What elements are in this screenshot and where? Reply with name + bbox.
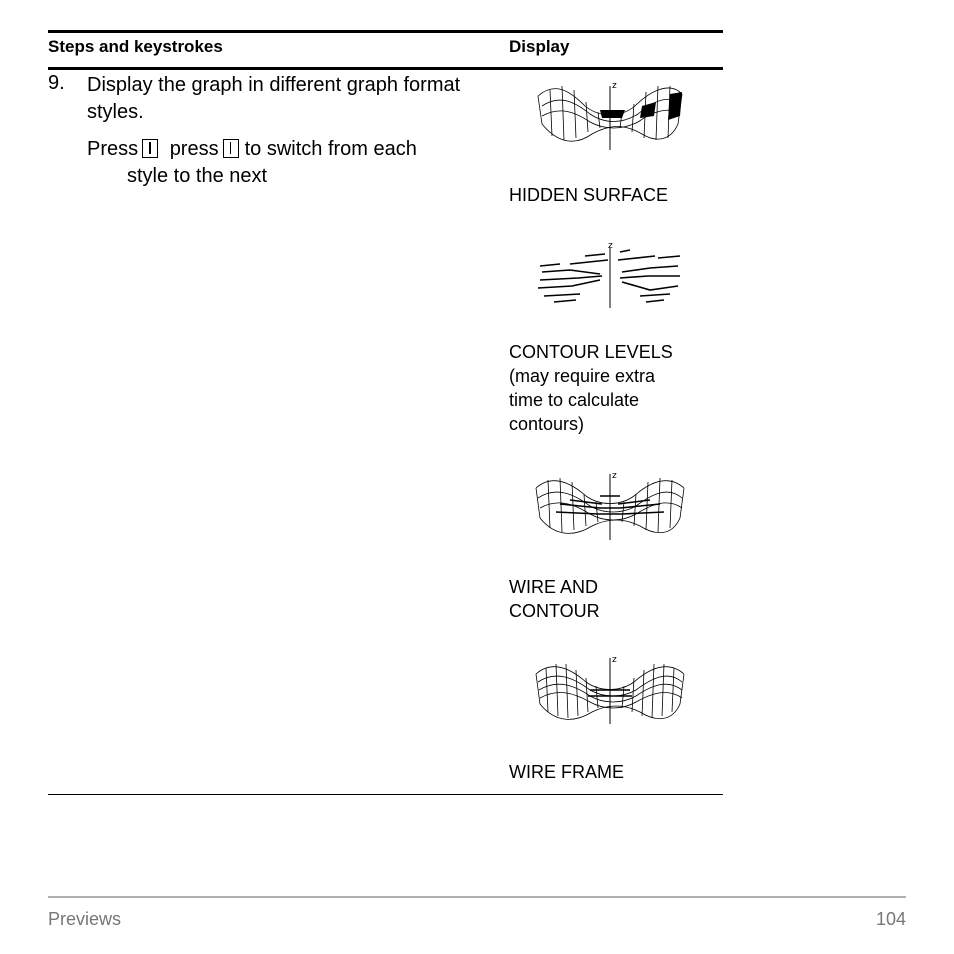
z-axis-label: z: [612, 471, 617, 481]
table-header-rule: [48, 67, 723, 70]
press-tail: to switch from each: [244, 138, 417, 160]
caption-line: WIRE AND: [509, 577, 599, 597]
step-number: 9.: [48, 72, 65, 94]
press-instruction: [87, 136, 487, 190]
caption-line: contours): [509, 414, 585, 434]
key-icon: [223, 139, 239, 158]
table-top-rule: [48, 30, 723, 33]
table-bottom-rule: [48, 794, 723, 795]
caption-line: CONTOUR: [509, 601, 600, 621]
caption-line: CONTOUR LEVELS: [509, 342, 673, 362]
page-number: 104: [875, 909, 906, 929]
press-word: Press: [87, 138, 139, 160]
caption-wire-and-contour: [509, 575, 719, 623]
step-text: Display the graph in different graph format styles.: [87, 74, 461, 123]
header-display: Display: [509, 37, 570, 56]
caption-line: time to calculate: [509, 390, 640, 410]
header-steps: Steps and keystrokes: [48, 37, 223, 56]
z-axis-label: z: [612, 81, 617, 91]
z-axis-label: z: [608, 241, 613, 251]
contour-levels-graph: [530, 236, 690, 316]
key-icon: [142, 139, 158, 158]
wire-frame-graph: [530, 652, 690, 732]
wire-and-contour-graph: [530, 466, 690, 546]
caption-hidden-surface: HIDDEN SURFACE: [509, 185, 669, 205]
press-tail-continued: style to the next: [127, 165, 268, 187]
caption-wire-frame: WIRE FRAME: [509, 762, 624, 782]
caption-contour-levels: [509, 340, 719, 436]
footer-section: Previews: [48, 909, 122, 929]
hidden-surface-graph: [530, 76, 690, 156]
press-word-2: press: [169, 138, 219, 160]
footer-rule: [48, 896, 906, 898]
z-axis-label: z: [612, 655, 617, 665]
caption-line: (may require extra: [509, 366, 656, 386]
